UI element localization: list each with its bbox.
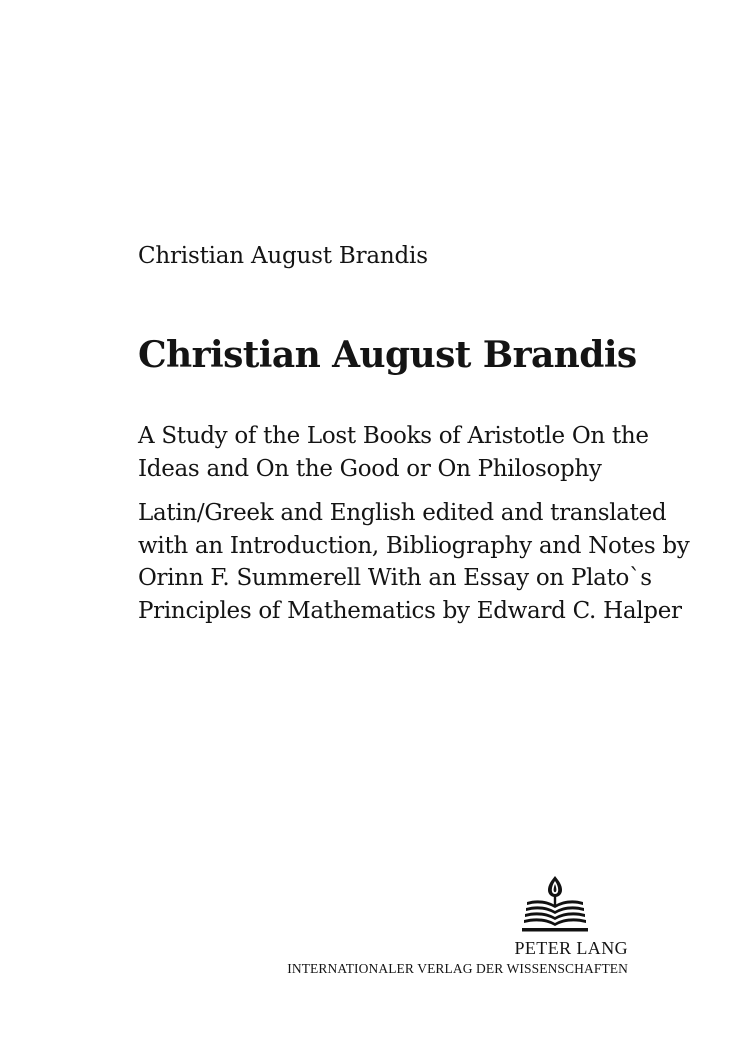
publisher-name: PETER LANG xyxy=(514,938,628,958)
edition-description: Latin/Greek and English edited and translated with an Introduction, Bibliography and Notes by Orinn F. Summerell With an Essay on Plato`s Principles of Mathematics by Edward C. Halper xyxy=(138,500,690,624)
author-name: Christian August Brandis xyxy=(138,243,428,269)
book-title: Christian August Brandis xyxy=(138,334,637,376)
peter-lang-logo-icon xyxy=(520,875,590,933)
book-subtitle: A Study of the Lost Books of Aristotle On the Ideas and On the Good or On Philosophy xyxy=(138,423,649,482)
publisher-tagline: INTERNATIONALER VERLAG DER WISSENSCHAFTEN xyxy=(287,961,628,976)
